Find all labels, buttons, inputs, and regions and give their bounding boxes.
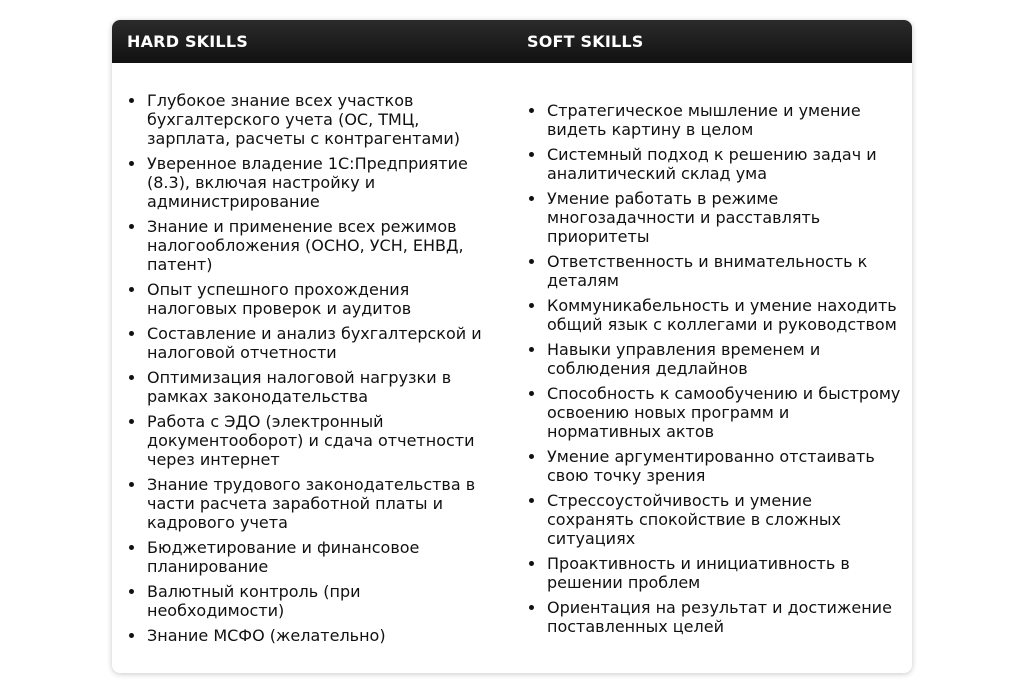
bullet-icon: [529, 605, 534, 610]
soft-skills-list: [512, 101, 912, 636]
hard-skill-item: [112, 154, 512, 211]
hard-skill-item: [112, 368, 512, 406]
bullet-icon: [529, 108, 534, 113]
soft-skill-item: [512, 554, 912, 592]
bullet-icon: [529, 454, 534, 459]
soft-skill-item-text: Навыки управления временем и соблюдения дедлайнов: [547, 339, 821, 378]
hard-skill-item: [112, 538, 512, 576]
table-header: [112, 20, 912, 63]
soft-skill-item: [512, 384, 912, 441]
soft-skill-item: [512, 340, 912, 378]
bullet-icon: [129, 375, 134, 380]
hard-skill-item-text: Работа с ЭДО (электронный документооборот) и сдача отчетности через интернет: [147, 412, 475, 469]
hard-skill-item-text: Опыт успешного прохождения налоговых проверок и аудитов: [147, 280, 412, 318]
hard-skill-item-text: Знание и применение всех режимов налогообложения (ОСНО, УСН, ЕНВД, патент): [147, 217, 464, 274]
bullet-icon: [129, 482, 134, 487]
hard-skills-column: [112, 63, 512, 673]
bullet-icon: [129, 98, 134, 103]
hard-skill-item: [112, 91, 512, 148]
soft-skill-item-text: Проактивность и инициативность в решении проблем: [547, 553, 850, 592]
hard-skill-item-text: Составление и анализ бухгалтерской и налоговой отчетности: [147, 324, 482, 362]
bullet-icon: [129, 224, 134, 229]
bullet-icon: [129, 287, 134, 292]
hard-skill-item-text: Знание трудового законодательства в части расчета заработной платы и кадрового учета: [147, 475, 476, 532]
soft-skill-item: [512, 101, 912, 139]
bullet-icon: [129, 589, 134, 594]
bullet-icon: [129, 331, 134, 336]
soft-skill-item-text: Коммуникабельность и умение находить общий язык с коллегами и руководством: [547, 295, 897, 334]
bullet-icon: [529, 196, 534, 201]
bullet-icon: [129, 419, 134, 424]
hard-skills-heading: HARD SKILLS: [127, 32, 248, 51]
bullet-icon: [529, 303, 534, 308]
hard-skill-item-text: Бюджетирование и финансовое планирование: [147, 538, 420, 576]
soft-skill-item-text: Стрессоустойчивость и умение сохранять спокойствие в сложных ситуациях: [547, 490, 842, 548]
soft-skill-item: [512, 491, 912, 548]
hard-skills-list: [112, 91, 512, 645]
soft-skills-column: [512, 63, 912, 673]
table-body: [112, 63, 912, 673]
soft-skill-item-text: Ответственность и внимательность к деталям: [547, 251, 868, 290]
bullet-icon: [129, 633, 134, 638]
soft-skill-item-text: Стратегическое мышление и умение видеть картину в целом: [547, 100, 861, 139]
bullet-icon: [129, 161, 134, 166]
hard-skill-item: [112, 217, 512, 274]
hard-skill-item-text: Знание МСФО (желательно): [147, 626, 386, 645]
soft-skill-item: [512, 296, 912, 334]
skills-table: [112, 20, 912, 673]
soft-skill-item-text: Ориентация на результат и достижение поставленных целей: [547, 597, 892, 636]
hard-skill-item: [112, 626, 512, 645]
hard-skill-item: [112, 582, 512, 620]
hard-skill-item: [112, 475, 512, 532]
bullet-icon: [529, 498, 534, 503]
soft-skill-item: [512, 598, 912, 636]
soft-skill-item-text: Умение аргументированно отстаивать свою точку зрения: [547, 446, 875, 485]
hard-skill-item: [112, 324, 512, 362]
bullet-icon: [529, 391, 534, 396]
hard-skill-item-text: Оптимизация налоговой нагрузки в рамках законодательства: [147, 368, 452, 406]
hard-skill-item-text: Глубокое знание всех участков бухгалтерского учета (ОС, ТМЦ, зарплата, расчеты с контрагентами): [147, 91, 460, 148]
bullet-icon: [129, 545, 134, 550]
soft-skill-item: [512, 189, 912, 246]
soft-skill-item-text: Умение работать в режиме многозадачности и расставлять приоритеты: [547, 188, 821, 246]
hard-skill-item-text: Валютный контроль (при необходимости): [147, 582, 361, 620]
hard-skill-item: [112, 412, 512, 469]
soft-skill-item: [512, 447, 912, 485]
bullet-icon: [529, 561, 534, 566]
hard-skill-item-text: Уверенное владение 1С:Предприятие (8.3), включая настройку и администрирование: [147, 154, 468, 211]
bullet-icon: [529, 152, 534, 157]
soft-skill-item: [512, 252, 912, 290]
bullet-icon: [529, 259, 534, 264]
soft-skill-item-text: Системный подход к решению задач и аналитический склад ума: [547, 144, 877, 183]
hard-skill-item: [112, 280, 512, 318]
soft-skill-item-text: Способность к самообучению и быстрому освоению новых программ и нормативных актов: [547, 383, 901, 441]
soft-skill-item: [512, 145, 912, 183]
soft-skills-heading: SOFT SKILLS: [527, 32, 644, 51]
bullet-icon: [529, 347, 534, 352]
